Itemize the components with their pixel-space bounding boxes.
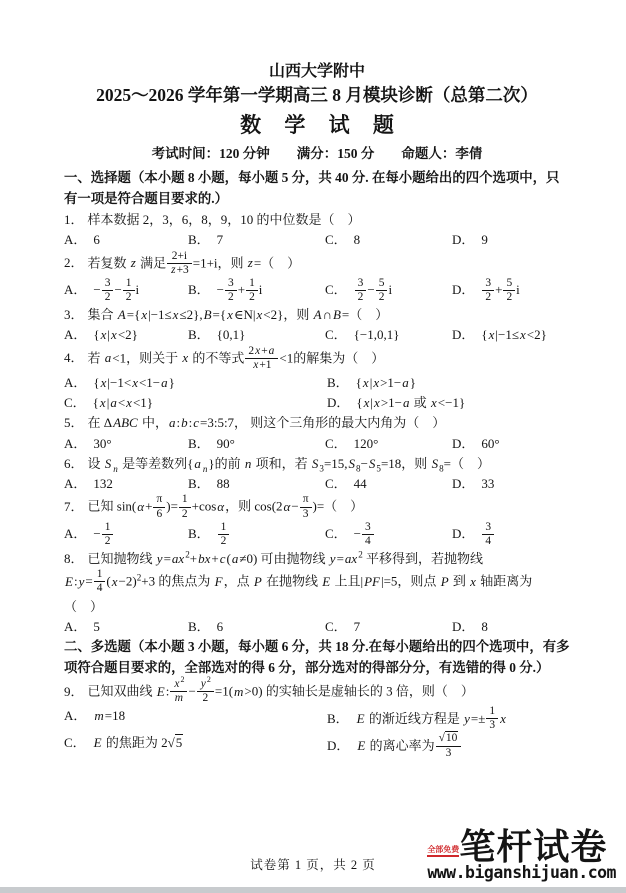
- option-C: [325, 325, 452, 345]
- fraction: $\frac{1}{2}$: [102, 521, 114, 548]
- option-text: {x|x>1−a 或 x<−1}: [356, 395, 466, 411]
- option-label: C．: [325, 618, 347, 634]
- option-label: A．: [64, 282, 87, 298]
- question-options: [64, 522, 570, 549]
- option-text: 7: [216, 232, 224, 248]
- option-label: C．: [325, 327, 347, 343]
- exam-body: [64, 168, 570, 761]
- option-label: D．: [452, 476, 475, 492]
- option-text: 9: [481, 232, 488, 248]
- question-stem: 2． 若复数 z 满足 $\frac{2+i}{z+3}$ =1+i，则 z=（ ）: [64, 249, 301, 276]
- option-C: [325, 278, 452, 305]
- option-label: B．: [327, 374, 349, 390]
- fraction: $\frac{√10}{3}$: [436, 732, 462, 759]
- option-text: 6: [216, 618, 224, 634]
- option-label: D．: [327, 395, 350, 411]
- option-A: [64, 522, 188, 549]
- question-options: [64, 325, 570, 345]
- option-text: [481, 520, 495, 547]
- option-D: [452, 522, 570, 549]
- option-label: D．: [452, 232, 475, 248]
- question-number: 4．: [64, 350, 84, 366]
- option-B: [188, 278, 325, 305]
- option-B: [327, 373, 570, 393]
- exam-meta: 考试时间：120 分钟 满分：150 分 命题人：李倩: [151, 145, 483, 161]
- option-A: [64, 230, 188, 250]
- option-D: [452, 278, 570, 305]
- sqrt-radical: √5: [167, 735, 183, 751]
- question-options: [64, 278, 570, 305]
- option-label: C．: [325, 232, 347, 248]
- option-label: B．: [327, 710, 349, 726]
- school-name: 山西大学附中: [268, 63, 365, 80]
- option-B: [188, 325, 325, 345]
- option-B: [188, 434, 325, 454]
- brand-url: www.biganshijuan.com: [427, 863, 616, 883]
- exam-header: [64, 62, 570, 164]
- fraction: $\frac{3}{2}$: [482, 277, 494, 304]
- section-header: 二、多选题（本小题 3 小题，每小题 6 分，共 18 分.在每小题给出的四个选项中，有多项符合题目要求的，全部选对的得 6 分，部分选对的得部分分，有选错的得 0 分.）: [64, 639, 570, 676]
- fraction: $\frac{1}{2}$: [123, 277, 135, 304]
- option-B: [188, 522, 325, 549]
- bottom-edge-strip: [0, 887, 626, 893]
- question-stem: 3． 集合 A={x|−1≤x≤2},B={x∈N|x<2}，则 A∩B=（ ）: [64, 307, 389, 323]
- question-4: [64, 346, 570, 414]
- option-A: [64, 373, 327, 393]
- question-3: [64, 305, 570, 346]
- option-C: [325, 522, 452, 549]
- option-label: A．: [64, 435, 87, 451]
- option-label: A．: [64, 708, 87, 724]
- option-A: [64, 278, 188, 305]
- brand-watermark: [427, 825, 616, 883]
- fraction: $\frac{x^2}{m}$: [170, 678, 187, 705]
- question-number: 6．: [64, 455, 84, 471]
- option-text: {x|−1<x<1−a}: [93, 374, 175, 390]
- option-text: 8: [481, 618, 488, 634]
- question-1: [64, 210, 570, 251]
- option-A: [64, 434, 188, 454]
- option-label: B．: [188, 618, 210, 634]
- question-2: [64, 251, 570, 306]
- question-number: 3．: [64, 307, 84, 323]
- option-text: $\frac{3}{2}$ − $\frac{5}{2}$ i: [354, 282, 392, 297]
- option-label: B．: [188, 526, 210, 542]
- option-text: {x|x>1−a}: [355, 374, 417, 390]
- option-label: B．: [188, 327, 210, 343]
- option-label: A．: [64, 476, 87, 492]
- fraction: $\frac{y^2}{2}$: [197, 678, 214, 705]
- option-label: C．: [64, 735, 86, 751]
- fraction: $\frac{3}{4}$: [482, 521, 494, 548]
- option-label: A．: [64, 526, 87, 542]
- option-C: [325, 617, 452, 637]
- option-text: {x|x<2}: [93, 327, 138, 343]
- option-text: 120°: [353, 435, 379, 451]
- option-text: − $\frac{1}{2}$: [93, 526, 114, 541]
- fraction: $\frac{1}{4}$: [94, 568, 106, 595]
- option-text: [217, 520, 231, 547]
- question-stem: 1． 样本数据 2，3，6，8，9，10 的中位数是（ ）: [64, 211, 361, 227]
- option-text: 5: [93, 618, 100, 634]
- question-number: 9．: [64, 683, 84, 699]
- question-number: 8．: [64, 551, 84, 567]
- option-text: E 的焦距为 2√5: [93, 735, 183, 751]
- option-text: {x|−1≤x<2}: [481, 327, 547, 343]
- option-label: D．: [452, 282, 475, 298]
- option-text: 60°: [481, 435, 500, 451]
- option-C: [64, 393, 327, 413]
- sqrt-radical: √10: [438, 732, 458, 745]
- option-A: [64, 474, 188, 494]
- option-A: [64, 706, 327, 733]
- option-C: [325, 434, 452, 454]
- option-text: 88: [216, 476, 230, 492]
- option-A: [64, 617, 188, 637]
- option-B: [188, 474, 325, 494]
- fraction: $\frac{3}{2}$: [225, 277, 237, 304]
- question-options: [64, 434, 570, 454]
- option-label: C．: [325, 476, 347, 492]
- option-D: [452, 230, 570, 250]
- question-stem: 9． 已知双曲线 E: $\frac{x^2}{m}$ − $\frac{y^2}{2}$ =1(m>0) 的实轴长是虚轴长的 3 倍，则（ ）: [64, 675, 474, 705]
- fraction: $\frac{3}{2}$: [102, 277, 114, 304]
- question-stem: 8． 已知抛物线 $y=ax^2+bx+c(a\ne 0)$ 可由抛物线 $y=ax^2$ 平移得到，若抛物线 E:y= $\frac{1}{4}$ $(x-2)^2+3$ 的焦点为 F，点 P 在抛物线 E 上且|PF|=5，则点 P 到 x 轴距离为 （ ）: [64, 549, 533, 614]
- option-text: 90°: [216, 435, 235, 451]
- option-D: [452, 617, 570, 637]
- option-label: B．: [188, 435, 210, 451]
- fraction: $\frac{3}{4}$: [362, 521, 374, 548]
- option-label: D．: [327, 738, 350, 754]
- option-label: D．: [452, 435, 475, 451]
- fraction: $\frac{1}{2}$: [179, 493, 191, 520]
- question-number: 2．: [64, 255, 84, 271]
- option-A: [64, 325, 188, 345]
- option-label: B．: [188, 282, 210, 298]
- option-B: [188, 617, 325, 637]
- option-label: C．: [325, 435, 347, 451]
- question-6: [64, 454, 570, 495]
- option-text: E 的渐近线方程是 y=± $\frac{1}{3}$ x: [356, 705, 506, 732]
- fraction: $\frac{3}{2}$: [355, 277, 367, 304]
- option-D: [327, 393, 570, 413]
- fraction: $\frac{5}{2}$: [503, 277, 515, 304]
- page-number: 试卷第 1 页，共 2 页: [250, 858, 376, 872]
- fraction: $\frac{2+i}{z+3}$: [167, 250, 192, 277]
- option-text: − $\frac{3}{4}$: [354, 526, 375, 541]
- fraction: $\frac{\pi}{3}$: [300, 493, 312, 520]
- option-label: A．: [64, 327, 87, 343]
- question-number: 1．: [64, 211, 84, 227]
- option-label: D．: [452, 618, 475, 634]
- brand-top-row: [427, 825, 616, 867]
- option-text: $\frac{3}{2}$ + $\frac{5}{2}$ i: [481, 282, 519, 297]
- option-label: A．: [64, 618, 87, 634]
- fraction: $\frac{5}{2}$: [376, 277, 388, 304]
- option-text: − $\frac{3}{2}$ − $\frac{1}{2}$ i: [93, 276, 140, 303]
- option-label: B．: [188, 476, 210, 492]
- brand-logo-text: 笔杆试卷: [459, 825, 608, 867]
- option-D: [452, 325, 570, 345]
- option-label: B．: [188, 232, 210, 248]
- question-options: [64, 617, 570, 637]
- question-stem: 7． 已知 sin(α+ $\frac{\pi}{6}$ )= $\frac{1}{2}$ +cosα，则 cos(2α− $\frac{\pi}{3}$ )=（ ）: [64, 493, 364, 520]
- option-D: [452, 434, 570, 454]
- option-text: 7: [353, 618, 361, 634]
- question-number: 7．: [64, 499, 84, 515]
- fraction: $\frac{1}{2}$: [246, 277, 258, 304]
- option-text: {−1,0,1}: [353, 327, 400, 343]
- free-badge: 全部免费: [427, 845, 459, 857]
- option-text: 8: [353, 232, 361, 248]
- question-stem: 6． 设 S $_n$ 是等差数列{a $_n$}的前 n 项和，若 $S_3=15,S_8-S_5=18$，则 $S_8=$（ ）: [64, 455, 490, 474]
- option-B: [188, 230, 325, 250]
- option-C: [325, 230, 452, 250]
- question-options: [64, 706, 570, 761]
- option-label: C．: [64, 395, 86, 411]
- option-text: m=18: [94, 708, 126, 724]
- option-C: [64, 733, 327, 760]
- term-line: 2025～2026 学年第一学期高三 8 月模块诊断（总第二次）: [96, 84, 538, 105]
- option-D: [327, 733, 570, 760]
- section-header: 一、选择题（本小题 8 小题，每小题 5 分，共 40 分. 在每小题给出的四个选项中，只有一项是符合题目要求的.）: [64, 170, 560, 207]
- fraction: $\frac{\pi}{6}$: [153, 493, 165, 520]
- fraction: $\frac{1}{2}$: [218, 521, 230, 548]
- option-label: A．: [64, 232, 87, 248]
- option-text: {0,1}: [216, 327, 246, 343]
- option-label: C．: [325, 282, 347, 298]
- question-number: 5．: [64, 415, 84, 431]
- option-label: A．: [64, 374, 87, 390]
- question-stem: 5． 在 ΔABC 中，a:b:c=3:5:7， 则这个三角形的最大内角为（ ）: [64, 415, 446, 431]
- option-text: 33: [481, 476, 495, 492]
- question-9: [64, 675, 570, 761]
- option-D: [452, 474, 570, 494]
- question-options: [64, 474, 570, 494]
- option-text: E 的离心率为 $\frac{√10}{3}$: [356, 738, 462, 753]
- fraction: $\frac{1}{3}$: [486, 705, 498, 732]
- option-B: [327, 706, 570, 733]
- question-options: [64, 230, 570, 250]
- option-label: C．: [325, 526, 347, 542]
- option-label: D．: [452, 327, 475, 343]
- option-text: 6: [93, 232, 100, 248]
- option-text: 132: [93, 476, 113, 492]
- option-C: [325, 474, 452, 494]
- option-label: D．: [452, 526, 475, 542]
- question-options: [64, 373, 570, 414]
- option-text: 30°: [93, 435, 112, 451]
- question-8: [64, 549, 570, 637]
- option-text: 44: [353, 476, 367, 492]
- question-5: [64, 413, 570, 454]
- question-stem: 4． 若 a<1，则关于 x 的不等式 $\frac{2x+a}{x+1}$ <1的解集为（ ）: [64, 344, 385, 371]
- option-text: {x|a<x<1}: [92, 395, 154, 411]
- page-title: 数 学 试 题: [240, 113, 403, 138]
- option-text: − $\frac{3}{2}$ + $\frac{1}{2}$ i: [216, 276, 263, 303]
- fraction: $\frac{2x+a}{x+1}$: [245, 345, 278, 372]
- question-7: [64, 494, 570, 549]
